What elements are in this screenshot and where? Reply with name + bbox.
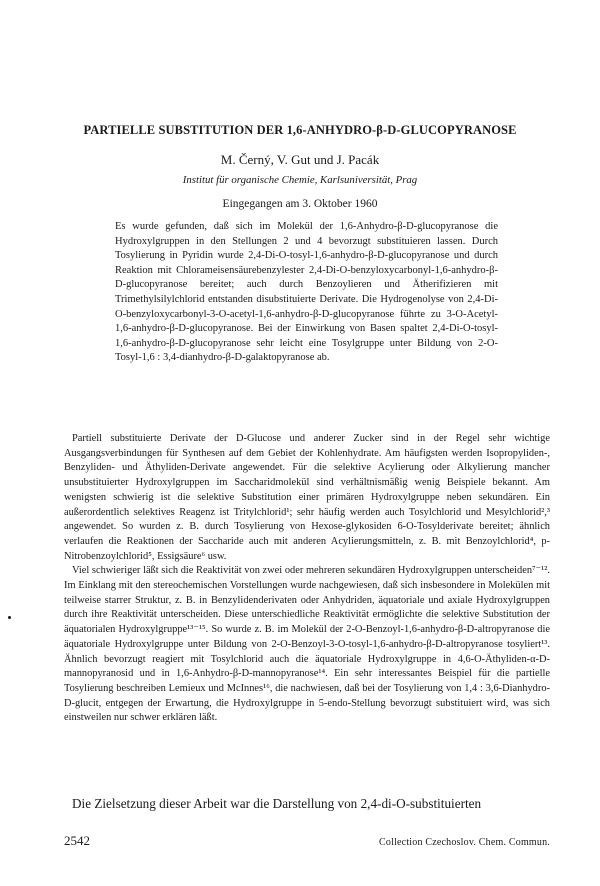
paragraph-1: Partiell substituierte Derivate der D-Glucose und anderer Zucker sind in der Regel sehr wichtige Ausgangsverbindungen für Synthesen auf dem Gebiet der Kohlenhydrate. Am häufigsten werden Isopropyliden-, Benzyliden- und Äthyliden-Derivate angewendet. Für die selektive Acylierung oder Alkylierung mancher unsubstituierter Hydroxylgruppen im Saccharidmolekül sind verhältnismäßig wenig Beispiele bekannt. Am wenigsten schwierig ist die selektive Substitution einer primären Hydroxylgruppe neben sekundären. Ein außerordentlich selektives Reagenz ist Tritylchlorid¹; sehr häufig werden auch Tosylchlorid und Mesylchlorid²,³ angewendet. So wurden z. B. durch Tosylierung von Hexose-glykosiden 6-O-Tosylderivate bereitet; ähnlich verlaufen die Reaktionen der Saccharide auch mit anderen Acylierungsmitteln, z. B. mit Benzoylchlorid⁴, p-Nitrobenzoylchlorid⁵, Essigsäure⁶ usw. [64,433,550,562]
margin-mark [8,616,11,619]
page-number: 2542 [64,833,90,848]
authors: M. Černý, V. Gut und J. Pacák [220,152,380,167]
article-title: PARTIELLE SUBSTITUTION DER 1,6-ANHYDRO-β-D-GLUCOPYRANOSE [83,123,517,137]
paragraph-3: Die Zielsetzung dieser Arbeit war die Darstellung von 2,4-di-O-substituierten [72,796,482,811]
page-footer [64,833,550,849]
journal-name: Collection Czechoslov. Chem. Commun. [379,837,550,848]
institute-affiliation: Institut für organische Chemie, Karlsuniversität, Prag [182,174,418,186]
body-text [64,432,550,726]
abstract: Es wurde gefunden, daß sich im Molekül der 1,6-Anhydro-β-D-glucopyranose die Hydroxylgruppen in den Stellungen 2 und 4 bevorzugt substituieren lassen. Durch Tosylierung in Pyridin wurde 2,4-Di-O-tosyl-1,6-anhydro-β-D-glucopyranose und durch Reaktion mit Chlorameisensäurebenzylester 2,4-Di-O-benzyloxycarbonyl-1,6-anhydro-β-D-glucopyranose bereitet; auch durch Benzoylieren und Ätherifizieren mit Trimethylsilylchlorid entstanden disubstituierte Derivate. Die Hydrogenolyse von 2,4-Di-O-benzyloxycarbonyl-3-O-acetyl-1,6-anhydro-β-D-glucopyranose führte zu 3-O-Acetyl-1,6-anhydro-β-D-glucopyranose. Bei der Einwirkung von Basen spaltet 2,4-Di-O-tosyl-1,6-anhydro-β-D-glucopyranose sehr leicht eine Tosylgruppe unter Bildung von 2-O-Tosyl-1,6 : 3,4-dianhydro-β-D-galaktopyranose ab. [115,221,498,364]
received-date: Eingegangen am 3. Oktober 1960 [222,198,378,210]
paragraph-2: Viel schwieriger läßt sich die Reaktivität von zwei oder mehreren sekundären Hydroxylgruppen unterscheiden⁷⁻¹². Im Einklang mit den stereochemischen Vorstellungen wurde nachgewiesen, daß sich insbesondere in Molekülen mit teilweise starrer Struktur, z. B. in Benzylidenderivaten oder Anhydriden, äquatoriale und axiale Hydroxylgruppen durch ihre Reaktivität unterscheiden. Diese unterschiedliche Reaktivität ermöglichte die selektive Substitution der äquatorialen Hydroxylgruppe¹³⁻¹⁵. So wurde z. B. im Molekül der 2-O-Benzoyl-1,6-anhydro-β-D-altropyranose die äquatoriale Hydroxylgruppe unter Bildung von 2-O-Benzoyl-3-O-tosyl-1,6-anhydro-β-D-altropyranose tosyliert¹³. Ähnlich bevorzugt reagiert mit Tosylchlorid auch die äquatoriale Hydroxylgruppe in 4,6-O-Äthyliden-α-D-mannopyranosid und in 1,6-Anhydro-β-D-mannopyranose¹⁴. Ein sehr interessantes Beispiel für die partielle Tosylierung beschreiben Lemieux und McInnes¹⁶, die nachwiesen, daß bei der Tosylierung von 1,4 : 3,6-Dianhydro-D-glucit, entgegen der Erwartung, die Hydroxylgruppe in 5-endo-Stellung bevorzugt substituiert wird, was sich einstweilen nur schwer erklären läßt. [64,565,550,724]
